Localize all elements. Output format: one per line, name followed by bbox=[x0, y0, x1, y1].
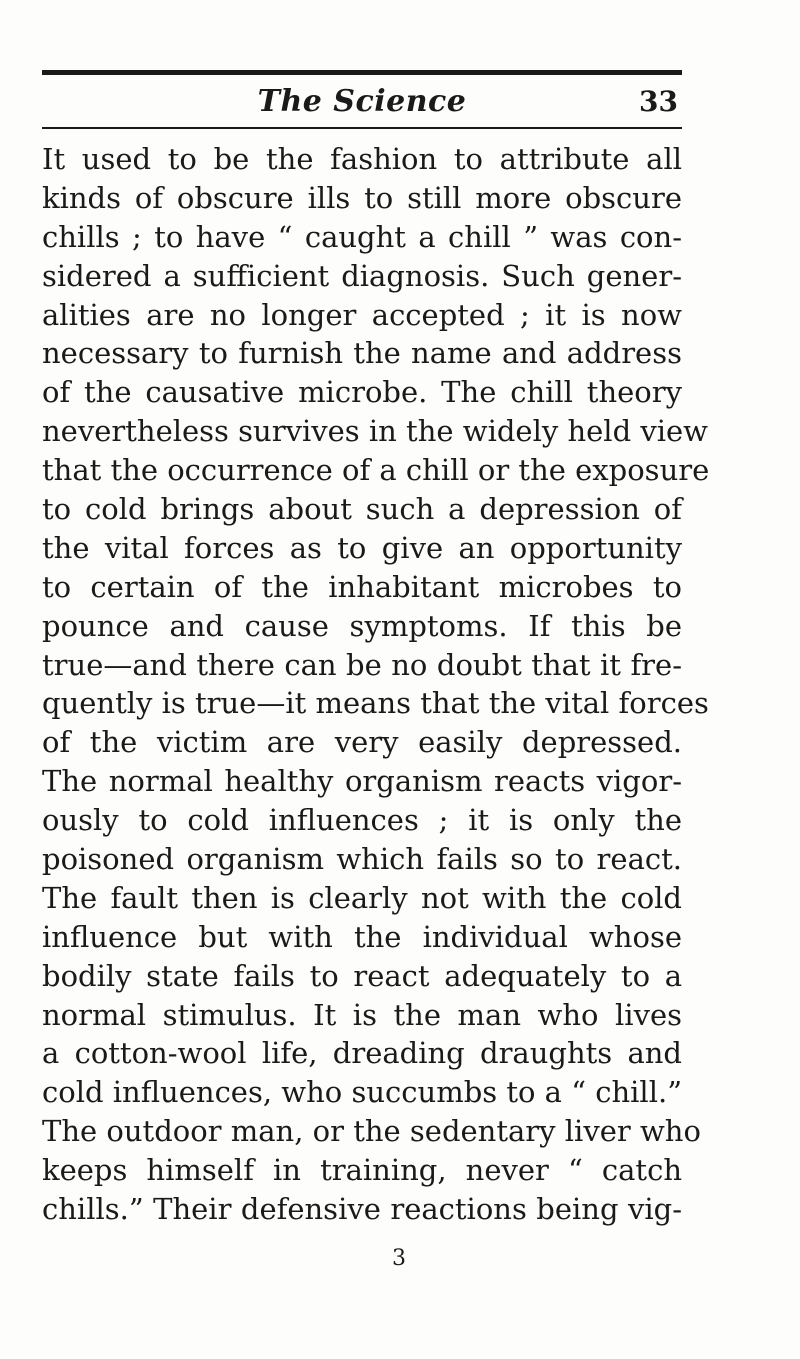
text-line: poisoned organism which fails so to react. bbox=[42, 842, 682, 877]
text-line: ously to cold influences ; it is only the bbox=[42, 803, 682, 838]
text-line: influence but with the individual whose bbox=[42, 919, 682, 954]
header-rule-bottom bbox=[42, 127, 682, 129]
text-line: to certain of the inhabitant microbes to bbox=[42, 569, 682, 604]
text-line: pounce and cause symptoms. If this be bbox=[42, 608, 682, 643]
running-title: The Science bbox=[257, 84, 467, 119]
text-line: normal stimulus. It is the man who lives bbox=[42, 997, 682, 1032]
text-line: alities are no longer accepted ; it is now bbox=[42, 297, 682, 332]
text-line: kinds of obscure ills to still more obscure bbox=[42, 180, 682, 215]
text-line: a cotton-wool life, dreading draughts and bbox=[42, 1036, 682, 1071]
body-text bbox=[42, 140, 710, 1229]
text-line: The outdoor man, or the sedentary liver who bbox=[42, 1114, 701, 1149]
text-line: to cold brings about such a depression of bbox=[42, 492, 682, 527]
text-line: chills.” Their defensive reactions being vig- bbox=[42, 1192, 682, 1227]
page-number: 33 bbox=[639, 85, 678, 118]
text-line: of the victim are very easily depressed. bbox=[42, 725, 682, 760]
signature-mark: 3 bbox=[392, 1246, 406, 1271]
text-line: necessary to furnish the name and address bbox=[42, 336, 682, 371]
text-line: that the occurrence of a chill or the exposure bbox=[42, 453, 710, 488]
text-line: quently is true—it means that the vital forces bbox=[42, 686, 709, 721]
text-line: keeps himself in training, never “ catch bbox=[42, 1153, 682, 1188]
text-line: It used to be the fashion to attribute all bbox=[42, 142, 682, 176]
text-line: of the causative microbe. The chill theory bbox=[42, 375, 682, 410]
text-line: nevertheless survives in the widely held view bbox=[42, 414, 709, 449]
text-line: chills ; to have “ caught a chill ” was con- bbox=[42, 219, 682, 254]
text-line: The fault then is clearly not with the cold bbox=[42, 880, 682, 915]
text-line: the vital forces as to give an opportunity bbox=[42, 530, 682, 565]
text-line: bodily state fails to react adequately to a bbox=[42, 958, 682, 993]
text-line: cold influences, who succumbs to a “ chill.” bbox=[42, 1075, 683, 1110]
text-line: sidered a sufficient diagnosis. Such gener- bbox=[42, 258, 682, 293]
running-head bbox=[42, 80, 682, 124]
text-line: true—and there can be no doubt that it fre- bbox=[42, 647, 682, 682]
text-line: The normal healthy organism reacts vigor- bbox=[42, 764, 682, 799]
header-rule-top bbox=[42, 70, 682, 75]
